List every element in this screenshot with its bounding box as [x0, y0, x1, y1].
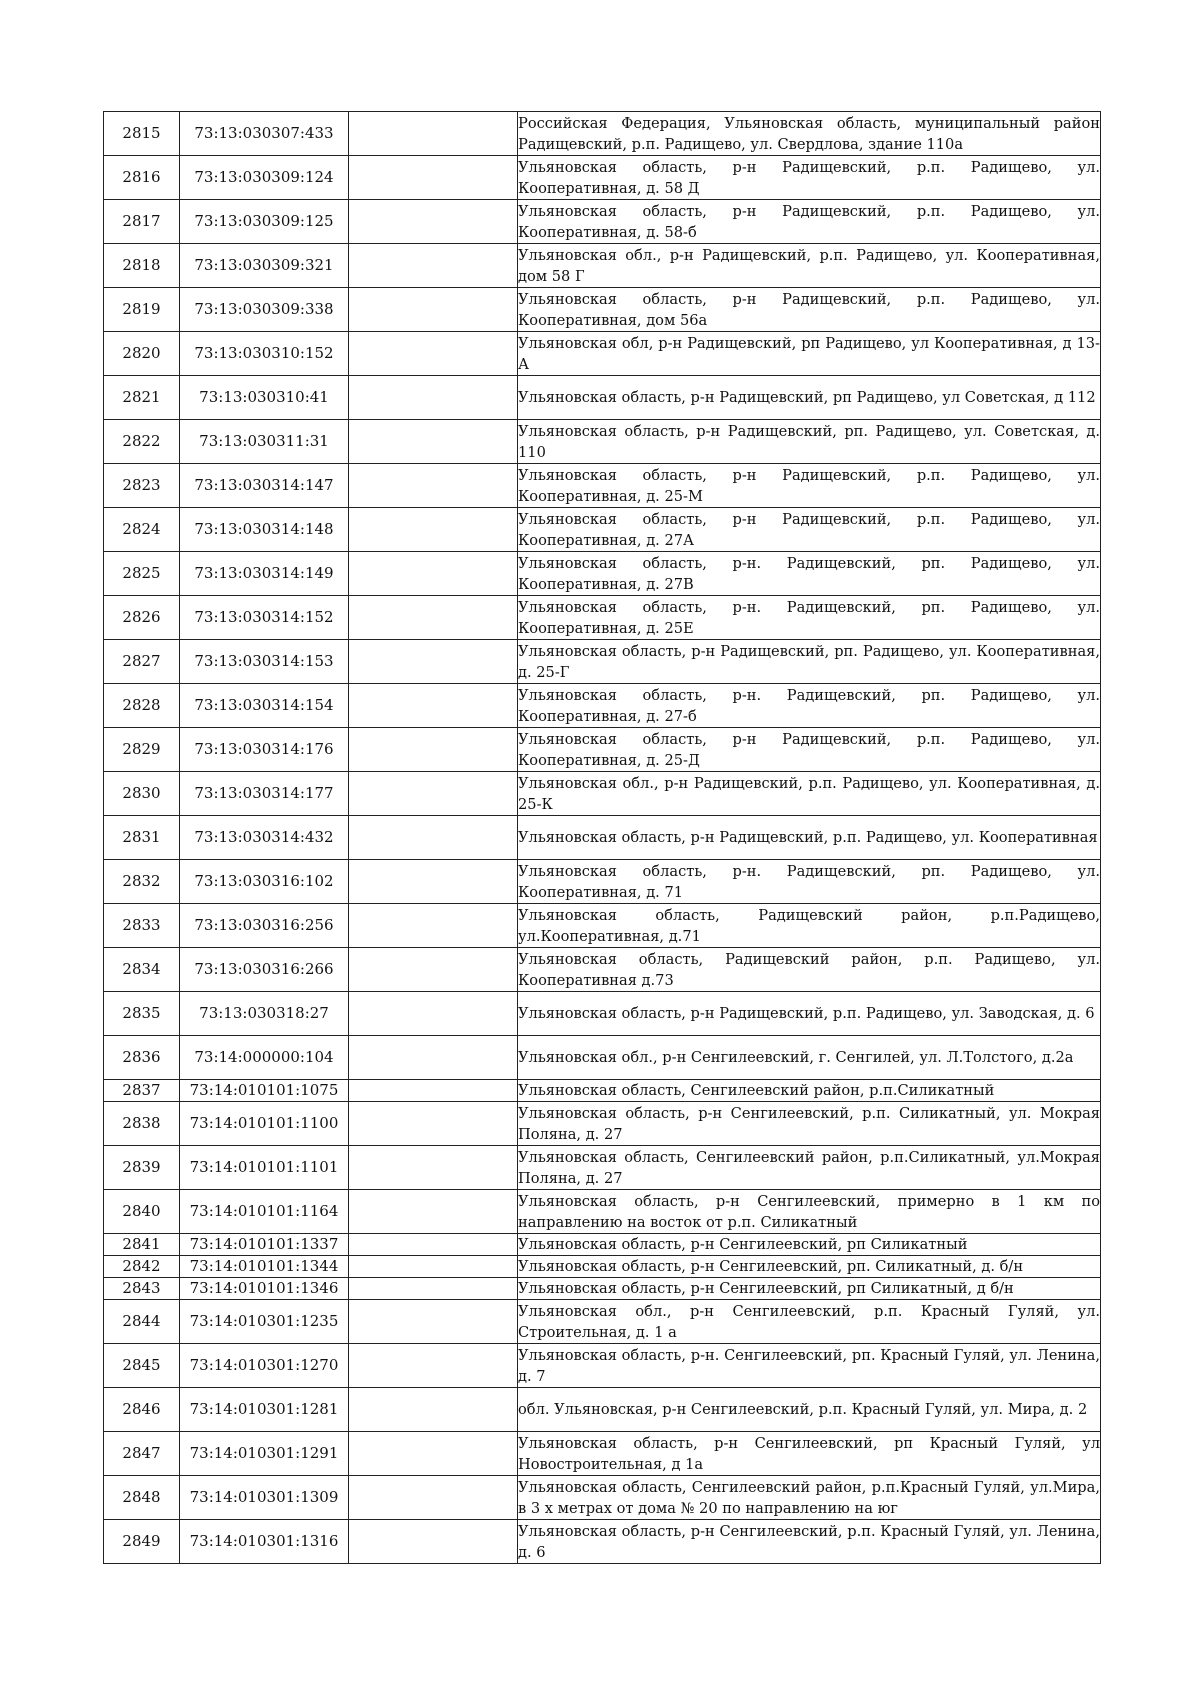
cadastral-number: 73:14:010101:1344 — [180, 1256, 349, 1278]
empty-cell — [349, 1190, 518, 1234]
address: Ульяновская область, р-н Радищевский, р.п. Радищево, ул. Кооперативная — [518, 816, 1101, 860]
address: Ульяновская область, р-н Сенгилеевский, р.п. Силикатный, ул. Мокрая Поляна, д. 27 — [518, 1102, 1101, 1146]
cadastral-number: 73:13:030314:149 — [180, 552, 349, 596]
row-number: 2840 — [104, 1190, 180, 1234]
address: Ульяновская область, р-н Радищевский, рп. Радищево, ул. Советская, д. 110 — [518, 420, 1101, 464]
empty-cell — [349, 640, 518, 684]
table-row — [104, 1146, 1101, 1190]
cadastral-number: 73:13:030314:153 — [180, 640, 349, 684]
registry-table — [103, 111, 1101, 1564]
address: Ульяновская область, р-н. Радищевский, рп. Радищево, ул. Кооперативная, д. 25Е — [518, 596, 1101, 640]
empty-cell — [349, 1476, 518, 1520]
row-number: 2848 — [104, 1476, 180, 1520]
cadastral-number: 73:14:010301:1309 — [180, 1476, 349, 1520]
cadastral-number: 73:13:030309:338 — [180, 288, 349, 332]
row-number: 2845 — [104, 1344, 180, 1388]
empty-cell — [349, 376, 518, 420]
empty-cell — [349, 992, 518, 1036]
address: Ульяновская область, р-н. Сенгилеевский, рп. Красный Гуляй, ул. Ленина, д. 7 — [518, 1344, 1101, 1388]
empty-cell — [349, 200, 518, 244]
cadastral-number: 73:14:010301:1235 — [180, 1300, 349, 1344]
table-row — [104, 860, 1101, 904]
table-row — [104, 948, 1101, 992]
row-number: 2847 — [104, 1432, 180, 1476]
empty-cell — [349, 1300, 518, 1344]
cadastral-number: 73:13:030309:321 — [180, 244, 349, 288]
table-row — [104, 156, 1101, 200]
row-number: 2823 — [104, 464, 180, 508]
table-row — [104, 420, 1101, 464]
row-number: 2816 — [104, 156, 180, 200]
row-number: 2841 — [104, 1234, 180, 1256]
empty-cell — [349, 1388, 518, 1432]
table-row — [104, 1234, 1101, 1256]
address: Ульяновская область, р-н Радищевский, р.п. Радищево, ул. Заводская, д. 6 — [518, 992, 1101, 1036]
cadastral-number: 73:13:030314:147 — [180, 464, 349, 508]
empty-cell — [349, 596, 518, 640]
empty-cell — [349, 1036, 518, 1080]
empty-cell — [349, 1344, 518, 1388]
table-row — [104, 1344, 1101, 1388]
row-number: 2829 — [104, 728, 180, 772]
cadastral-number: 73:13:030310:41 — [180, 376, 349, 420]
row-number: 2815 — [104, 112, 180, 156]
empty-cell — [349, 508, 518, 552]
address: Ульяновская область, р-н Сенгилеевский, рп. Силикатный, д. б/н — [518, 1256, 1101, 1278]
address: Ульяновская область, р-н Сенгилеевский, рп Красный Гуляй, ул Новостроительная, д 1а — [518, 1432, 1101, 1476]
row-number: 2836 — [104, 1036, 180, 1080]
table-row — [104, 376, 1101, 420]
address: Ульяновская область, Сенгилеевский район, р.п.Красный Гуляй, ул.Мира, в 3 х метрах от дома № 20 по направлению на юг — [518, 1476, 1101, 1520]
table-row — [104, 684, 1101, 728]
address: Ульяновская область, р-н Радищевский, р.п. Радищево, ул. Кооперативная, дом 56а — [518, 288, 1101, 332]
cadastral-number: 73:14:010301:1281 — [180, 1388, 349, 1432]
cadastral-number: 73:13:030318:27 — [180, 992, 349, 1036]
empty-cell — [349, 728, 518, 772]
address: Ульяновская область, р-н Сенгилеевский, р.п. Красный Гуляй, ул. Ленина, д. 6 — [518, 1520, 1101, 1564]
cadastral-number: 73:13:030314:177 — [180, 772, 349, 816]
address: Ульяновская область, р-н Радищевский, р.п. Радищево, ул. Кооперативная, д. 27А — [518, 508, 1101, 552]
empty-cell — [349, 464, 518, 508]
cadastral-number: 73:13:030307:433 — [180, 112, 349, 156]
empty-cell — [349, 1432, 518, 1476]
row-number: 2839 — [104, 1146, 180, 1190]
empty-cell — [349, 684, 518, 728]
table-row — [104, 464, 1101, 508]
row-number: 2838 — [104, 1102, 180, 1146]
row-number: 2834 — [104, 948, 180, 992]
table-row — [104, 728, 1101, 772]
cadastral-number: 73:13:030316:102 — [180, 860, 349, 904]
cadastral-number: 73:13:030316:256 — [180, 904, 349, 948]
address: Ульяновская область, р-н Радищевский, рп Радищево, ул Советская, д 112 — [518, 376, 1101, 420]
empty-cell — [349, 112, 518, 156]
cadastral-number: 73:13:030310:152 — [180, 332, 349, 376]
row-number: 2842 — [104, 1256, 180, 1278]
row-number: 2817 — [104, 200, 180, 244]
table-row — [104, 904, 1101, 948]
empty-cell — [349, 1080, 518, 1102]
address: Ульяновская область, р-н. Радищевский, рп. Радищево, ул. Кооперативная, д. 71 — [518, 860, 1101, 904]
row-number: 2822 — [104, 420, 180, 464]
row-number: 2830 — [104, 772, 180, 816]
row-number: 2849 — [104, 1520, 180, 1564]
address: Ульяновская область, р-н Радищевский, р.п. Радищево, ул. Кооперативная, д. 58-б — [518, 200, 1101, 244]
registry-table-body — [104, 112, 1101, 1564]
address: Ульяновская область, р-н. Радищевский, рп. Радищево, ул. Кооперативная, д. 27-б — [518, 684, 1101, 728]
table-row — [104, 596, 1101, 640]
address: Ульяновская область, Радищевский район, р.п. Радищево, ул. Кооперативная д.73 — [518, 948, 1101, 992]
table-row — [104, 772, 1101, 816]
cadastral-number: 73:14:010101:1337 — [180, 1234, 349, 1256]
cadastral-number: 73:14:000000:104 — [180, 1036, 349, 1080]
cadastral-number: 73:13:030309:124 — [180, 156, 349, 200]
table-row — [104, 200, 1101, 244]
cadastral-number: 73:13:030314:432 — [180, 816, 349, 860]
address: Ульяновская обл., р-н Радищевский, р.п. Радищево, ул. Кооперативная, д. 25-К — [518, 772, 1101, 816]
table-row — [104, 288, 1101, 332]
address: Ульяновская область, р-н Радищевский, рп. Радищево, ул. Кооперативная, д. 25-Г — [518, 640, 1101, 684]
table-row — [104, 816, 1101, 860]
row-number: 2818 — [104, 244, 180, 288]
table-row — [104, 1102, 1101, 1146]
address: Ульяновская область, р-н Радищевский, р.п. Радищево, ул. Кооперативная, д. 25-Д — [518, 728, 1101, 772]
empty-cell — [349, 1256, 518, 1278]
row-number: 2827 — [104, 640, 180, 684]
table-row — [104, 552, 1101, 596]
address: Ульяновская область, Радищевский район, р.п.Радищево, ул.Кооперативная, д.71 — [518, 904, 1101, 948]
row-number: 2819 — [104, 288, 180, 332]
row-number: 2843 — [104, 1278, 180, 1300]
cadastral-number: 73:14:010101:1100 — [180, 1102, 349, 1146]
cadastral-number: 73:13:030311:31 — [180, 420, 349, 464]
address: Ульяновская область, Сенгилеевский район, р.п.Силикатный, ул.Мокрая Поляна, д. 27 — [518, 1146, 1101, 1190]
empty-cell — [349, 156, 518, 200]
address: Ульяновская область, р-н Сенгилеевский, рп Силикатный, д б/н — [518, 1278, 1101, 1300]
row-number: 2837 — [104, 1080, 180, 1102]
empty-cell — [349, 1520, 518, 1564]
empty-cell — [349, 860, 518, 904]
row-number: 2824 — [104, 508, 180, 552]
cadastral-number: 73:13:030314:148 — [180, 508, 349, 552]
address: Ульяновская обл., р-н Сенгилеевский, г. Сенгилей, ул. Л.Толстого, д.2а — [518, 1036, 1101, 1080]
row-number: 2833 — [104, 904, 180, 948]
table-row — [104, 1520, 1101, 1564]
table-row — [104, 244, 1101, 288]
cadastral-number: 73:13:030316:266 — [180, 948, 349, 992]
row-number: 2846 — [104, 1388, 180, 1432]
table-row — [104, 640, 1101, 684]
table-row — [104, 1278, 1101, 1300]
table-row — [104, 1300, 1101, 1344]
empty-cell — [349, 816, 518, 860]
cadastral-number: 73:14:010101:1101 — [180, 1146, 349, 1190]
cadastral-number: 73:14:010301:1316 — [180, 1520, 349, 1564]
address: Российская Федерация, Ульяновская область, муниципальный район Радищевский, р.п. Радищево, ул. Свердлова, здание 110а — [518, 112, 1101, 156]
table-row — [104, 1388, 1101, 1432]
address: Ульяновская обл., р-н Радищевский, р.п. Радищево, ул. Кооперативная, дом 58 Г — [518, 244, 1101, 288]
empty-cell — [349, 904, 518, 948]
cadastral-number: 73:13:030314:152 — [180, 596, 349, 640]
row-number: 2820 — [104, 332, 180, 376]
address: Ульяновская область, р-н Радищевский, р.п. Радищево, ул. Кооперативная, д. 58 Д — [518, 156, 1101, 200]
cadastral-number: 73:13:030314:176 — [180, 728, 349, 772]
address: Ульяновская обл., р-н Сенгилеевский, р.п. Красный Гуляй, ул. Строительная, д. 1 а — [518, 1300, 1101, 1344]
cadastral-number: 73:14:010101:1346 — [180, 1278, 349, 1300]
empty-cell — [349, 1234, 518, 1256]
address: Ульяновская область, р-н Сенгилеевский, примерно в 1 км по направлению на восток от р.п. Силикатный — [518, 1190, 1101, 1234]
row-number: 2821 — [104, 376, 180, 420]
table-row — [104, 1190, 1101, 1234]
row-number: 2832 — [104, 860, 180, 904]
table-row — [104, 112, 1101, 156]
table-row — [104, 332, 1101, 376]
cadastral-number: 73:14:010101:1075 — [180, 1080, 349, 1102]
table-row — [104, 508, 1101, 552]
table-row — [104, 1256, 1101, 1278]
empty-cell — [349, 772, 518, 816]
empty-cell — [349, 332, 518, 376]
empty-cell — [349, 1278, 518, 1300]
table-row — [104, 1080, 1101, 1102]
table-row — [104, 992, 1101, 1036]
empty-cell — [349, 288, 518, 332]
empty-cell — [349, 552, 518, 596]
address: Ульяновская область, Сенгилеевский район, р.п.Силикатный — [518, 1080, 1101, 1102]
address: обл. Ульяновская, р-н Сенгилеевский, р.п. Красный Гуляй, ул. Мира, д. 2 — [518, 1388, 1101, 1432]
cadastral-number: 73:14:010301:1291 — [180, 1432, 349, 1476]
empty-cell — [349, 948, 518, 992]
address: Ульяновская обл, р-н Радищевский, рп Радищево, ул Кооперативная, д 13-А — [518, 332, 1101, 376]
empty-cell — [349, 1146, 518, 1190]
table-row — [104, 1476, 1101, 1520]
table-row — [104, 1432, 1101, 1476]
address: Ульяновская область, р-н. Радищевский, рп. Радищево, ул. Кооперативная, д. 27В — [518, 552, 1101, 596]
empty-cell — [349, 1102, 518, 1146]
row-number: 2835 — [104, 992, 180, 1036]
row-number: 2844 — [104, 1300, 180, 1344]
row-number: 2826 — [104, 596, 180, 640]
cadastral-number: 73:13:030309:125 — [180, 200, 349, 244]
empty-cell — [349, 244, 518, 288]
cadastral-number: 73:14:010301:1270 — [180, 1344, 349, 1388]
cadastral-number: 73:14:010101:1164 — [180, 1190, 349, 1234]
row-number: 2831 — [104, 816, 180, 860]
address: Ульяновская область, р-н Радищевский, р.п. Радищево, ул. Кооперативная, д. 25-М — [518, 464, 1101, 508]
empty-cell — [349, 420, 518, 464]
address: Ульяновская область, р-н Сенгилеевский, рп Силикатный — [518, 1234, 1101, 1256]
row-number: 2825 — [104, 552, 180, 596]
cadastral-number: 73:13:030314:154 — [180, 684, 349, 728]
table-row — [104, 1036, 1101, 1080]
row-number: 2828 — [104, 684, 180, 728]
